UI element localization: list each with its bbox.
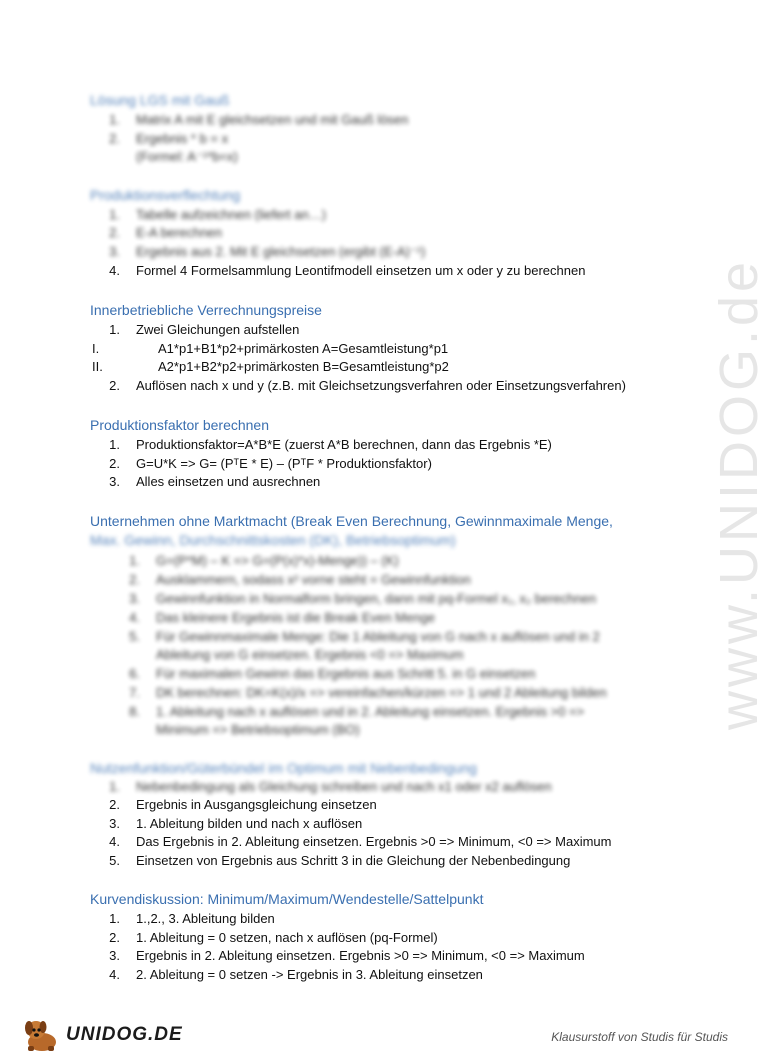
list-item: Das Ergebnis in 2. Ableitung einsetzen. Ergebnis >0 => Minimum, <0 => Maximum — [136, 834, 612, 849]
item-number: 2. — [129, 572, 140, 587]
list-item: G=U*K => G= (PᵀE * E) – (PᵀF * Produktionsfaktor) — [136, 456, 432, 471]
list-item: (Formel: A⁻¹*b=x) — [136, 149, 238, 164]
section-heading: Innerbetriebliche Verrechnungspreise — [90, 302, 322, 318]
item-number: I. — [92, 341, 100, 356]
watermark — [650, 257, 770, 730]
list-item: Auflösen nach x und y (z.B. mit Gleichsetzungsverfahren oder Einsetzungsverfahren) — [136, 378, 626, 393]
item-number: 3. — [109, 244, 120, 259]
list-item: Gewinnfunktion in Normalform bringen, dann mit pq-Formel x₁, x₂ berechnen — [156, 591, 597, 606]
item-number: 1. — [109, 207, 120, 222]
section-heading: Nutzenfunktion/Güterbündel im Optimum mit Nebenbedingung — [90, 760, 477, 776]
item-number: 4. — [109, 263, 120, 278]
item-number: 2. — [109, 456, 120, 471]
list-item: A2*p1+B2*p2+primärkosten B=Gesamtleistung*p2 — [158, 359, 449, 374]
list-item: Ergebnis in 2. Ableitung einsetzen. Ergebnis >0 => Minimum, <0 => Maximum — [136, 948, 585, 963]
item-number: 1. — [109, 437, 120, 452]
list-item: Tabelle aufzeichnen (liefert an…) — [136, 207, 327, 222]
item-number: 1. — [129, 553, 140, 568]
list-item: 1. Ableitung bilden und nach x auflösen — [136, 816, 363, 831]
item-number: 1. — [109, 322, 120, 337]
item-number: 7. — [129, 685, 140, 700]
item-number: 2. — [109, 930, 120, 945]
item-number: 5. — [129, 629, 140, 644]
section-heading: Kurvendiskussion: Minimum/Maximum/Wendestelle/Sattelpunkt — [90, 891, 484, 907]
list-item: Ausklammern, sodass x² vorne steht = Gewinnfunktion — [156, 572, 471, 587]
list-item: E-A berechnen — [136, 225, 223, 240]
list-item: A1*p1+B1*p2+primärkosten A=Gesamtleistung*p1 — [158, 341, 449, 356]
item-number: 6. — [129, 666, 140, 681]
list-item: Für Gewinnmaximale Menge: Die 1 Ableitung von G nach x auflösen und in 2 — [156, 629, 600, 644]
item-number: 3. — [109, 948, 120, 963]
list-item: Nebenbedingung als Gleichung schreiben und nach x1 oder x2 auflösen — [136, 779, 552, 794]
section-heading: Produktionsverflechtung — [90, 187, 241, 203]
item-number: 1. — [109, 911, 120, 926]
section-heading: Produktionsfaktor berechnen — [90, 417, 269, 433]
list-item: Alles einsetzen und ausrechnen — [136, 474, 321, 489]
item-number: 4. — [129, 610, 140, 625]
item-number: 5. — [109, 853, 120, 868]
list-item: Formel 4 Formelsammlung Leontifmodell einsetzen um x oder y zu berechnen — [136, 263, 586, 278]
list-item: 1. Ableitung nach x auflösen und in 2. Ableitung einsetzen. Ergebnis >0 => — [156, 704, 585, 719]
item-number: 2. — [109, 797, 120, 812]
list-item: Matrix A mit E gleichsetzen und mit Gauß lösen — [136, 112, 409, 127]
unidog-logo — [20, 1018, 183, 1052]
list-item: Das kleinere Ergebnis ist die Break Even Menge — [156, 610, 435, 625]
list-item: Ergebnis in Ausgangsgleichung einsetzen — [136, 797, 377, 812]
item-number: II. — [92, 359, 103, 374]
list-item: Zwei Gleichungen aufstellen — [136, 322, 300, 337]
list-item: Einsetzen von Ergebnis aus Schritt 3 in die Gleichung der Nebenbedingung — [136, 853, 571, 868]
list-item: Ergebnis aus 2. Mit E gleichsetzen (ergibt (E-A)⁻¹) — [136, 244, 426, 259]
item-number: 3. — [109, 474, 120, 489]
list-item: DK berechnen: DK=K(x)/x => vereinfachen/kürzen => 1 und 2 Ableitung bilden — [156, 685, 607, 700]
list-item: Produktionsfaktor=A*B*E (zuerst A*B berechnen, dann das Ergebnis *E) — [136, 437, 552, 452]
item-number: 8. — [129, 704, 140, 719]
list-item: 1. Ableitung = 0 setzen, nach x auflösen (pq-Formel) — [136, 930, 438, 945]
item-number: 1. — [109, 112, 120, 127]
list-item: 1.,2., 3. Ableitung bilden — [136, 911, 275, 926]
footer-tagline: Klausurstoff von Studis für Studis — [551, 1030, 728, 1044]
item-number: 2. — [109, 131, 120, 146]
list-item: Minimum => Betriebsoptimum (BO) — [156, 722, 360, 737]
item-number: 4. — [109, 834, 120, 849]
list-item: Ableitung von G einsetzen. Ergebnis <0 => Maximum — [156, 647, 464, 662]
section-heading: Lösung LGS mit Gauß — [90, 92, 230, 108]
item-number: 4. — [109, 967, 120, 982]
dog-mascot-icon — [20, 1018, 64, 1052]
list-item: 2. Ableitung = 0 setzen -> Ergebnis in 3. Ableitung einsetzen — [136, 967, 483, 982]
item-number: 3. — [129, 591, 140, 606]
item-number: 2. — [109, 225, 120, 240]
list-item: Ergebnis * b = x — [136, 131, 229, 146]
watermark-text: www.UNIDOG.de — [709, 257, 769, 730]
item-number: 3. — [109, 816, 120, 831]
item-number: 1. — [109, 779, 120, 794]
list-item: G=(P*M) – K => G=(P(x)*x)-Menge)) – (K) — [156, 553, 399, 568]
section-heading: Unternehmen ohne Marktmacht (Break Even Berechnung, Gewinnmaximale Menge, — [90, 513, 613, 529]
item-number: 2. — [109, 378, 120, 393]
section-heading-continued: Max. Gewinn, Durchschnittskosten (DK), Betriebsoptimum) — [90, 532, 456, 548]
list-item: Für maximalen Gewinn das Ergebnis aus Schritt 5. in G einsetzen — [156, 666, 536, 681]
logo-text: UNIDOG.DE — [66, 1024, 183, 1045]
